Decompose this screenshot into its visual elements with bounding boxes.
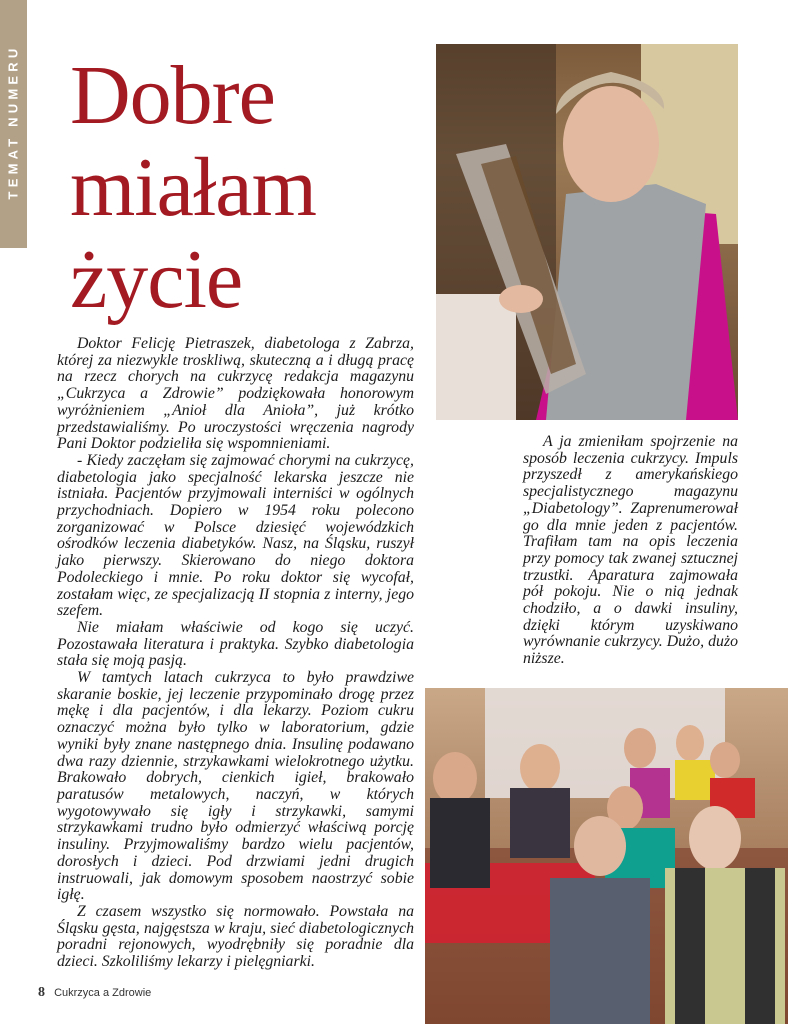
magazine-name: Cukrzyca a Zdrowie xyxy=(54,987,152,999)
title-line-2: miałam xyxy=(70,141,316,234)
title-line-1: Dobre xyxy=(70,49,275,142)
paragraph-right-1: A ja zmieniłam spojrzenie na sposób leczenia cukrzycy. Impuls przyszedł z amerykańskiego specjalistycznego magazynu „Diabetology”. Zaprenumerował go dla mnie jeden z pacjentów. Trafiłam tam na opis leczenia przy pomocy tak zwanej sztucznej trzustki. Aparatura zajmowała pół pokoju. Nie o nią jednak chodziło, a o dawki insuliny, dzięki którym uzyskiwano wyrównanie cukrzycy. Dużo, dużo niższe. xyxy=(523,433,738,668)
page-footer xyxy=(38,985,151,1001)
paragraph-5: Z czasem wszystko się normowało. Powstała na Śląsku gęsta, najgęstsza w kraju, sieć diabetologicznych poradni rejonowych, wyodrębniły się poradnie dla dzieci. Szkoliliśmy lekarzy i pielęgniarki. xyxy=(57,902,414,971)
section-tab xyxy=(0,0,27,248)
portrait-photo xyxy=(436,44,738,420)
event-photo xyxy=(425,688,788,1024)
section-tab-label: TEMAT NUMERU xyxy=(5,44,21,200)
paragraph-4: W tamtych latach cukrzyca to było prawdziwe skaranie boskie, jej leczenie przypominało drogę przez mękę i dla pacjentów, i dla lekarzy. Poziom cukru oznaczyć można było tylko w laboratorium, gdzie wyniki były znane następnego dnia. Insulinę podawano dwa razy dziennie, strzykawkami wielokrotnego użytku. Brakowało dobrych, cienkich igieł, brakowało paratusów metalowych, naczyń, w których wygotowywało się igły i strzykawki, samymi strzykawkami trudno było odmierzyć właściwą porcję insuliny. Przyjmowaliśmy bardzo wielu pacjentów, dorosłych i dzieci. Pod drzwiami jedni drugich instruowali, jak domowym sposobem naostrzyć sobie igłę. xyxy=(57,669,414,904)
portrait-photo-drawing xyxy=(436,44,738,420)
title-line-3: życie xyxy=(70,233,243,326)
page-number: 8 xyxy=(38,985,45,1000)
paragraph-2: - Kiedy zaczęłam się zajmować chorymi na cukrzycę, diabetologia jako specjalność lekarska jeszcze nie istniała. Pacjentów przyjmowali interniści w ogólnych przychodniach. Dopiero w 1954 roku polecono zorganizować w Polsce dziesięć wojewódzkich ośrodków leczenia diabetyków. Nasz, na Śląsku, ruszył jako pierwszy. Skierowano do niego doktora Podoleckiego i mnie. Po roku doktor się wycofał, zostałam więc, ze specjalizacją II stopnia z interny, jego szefem. xyxy=(57,451,414,620)
article-text-right xyxy=(523,434,738,668)
article-text-left xyxy=(57,336,414,971)
paragraph-3: Nie miałam właściwie od kogo się uczyć. Pozostawała literatura i praktyka. Szybko diabetologia stała się moją pasją. xyxy=(57,618,414,670)
article-title xyxy=(70,50,316,326)
event-photo-drawing xyxy=(425,688,788,1024)
paragraph-intro: Doktor Felicję Pietraszek, diabetologa z Zabrza, której za niezwykle troskliwą, skuteczną a i długą pracę na rzecz chorych na cukrzycę redakcja magazynu „Cukrzyca a Zdrowie” podziękowała honorowym wyróżnieniem „Anioł dla Anioła”, już krótko przedstawialiśmy. Po uroczystości wręczenia nagrody Pani Doktor podzieliła się wspomnieniami. xyxy=(57,335,414,453)
